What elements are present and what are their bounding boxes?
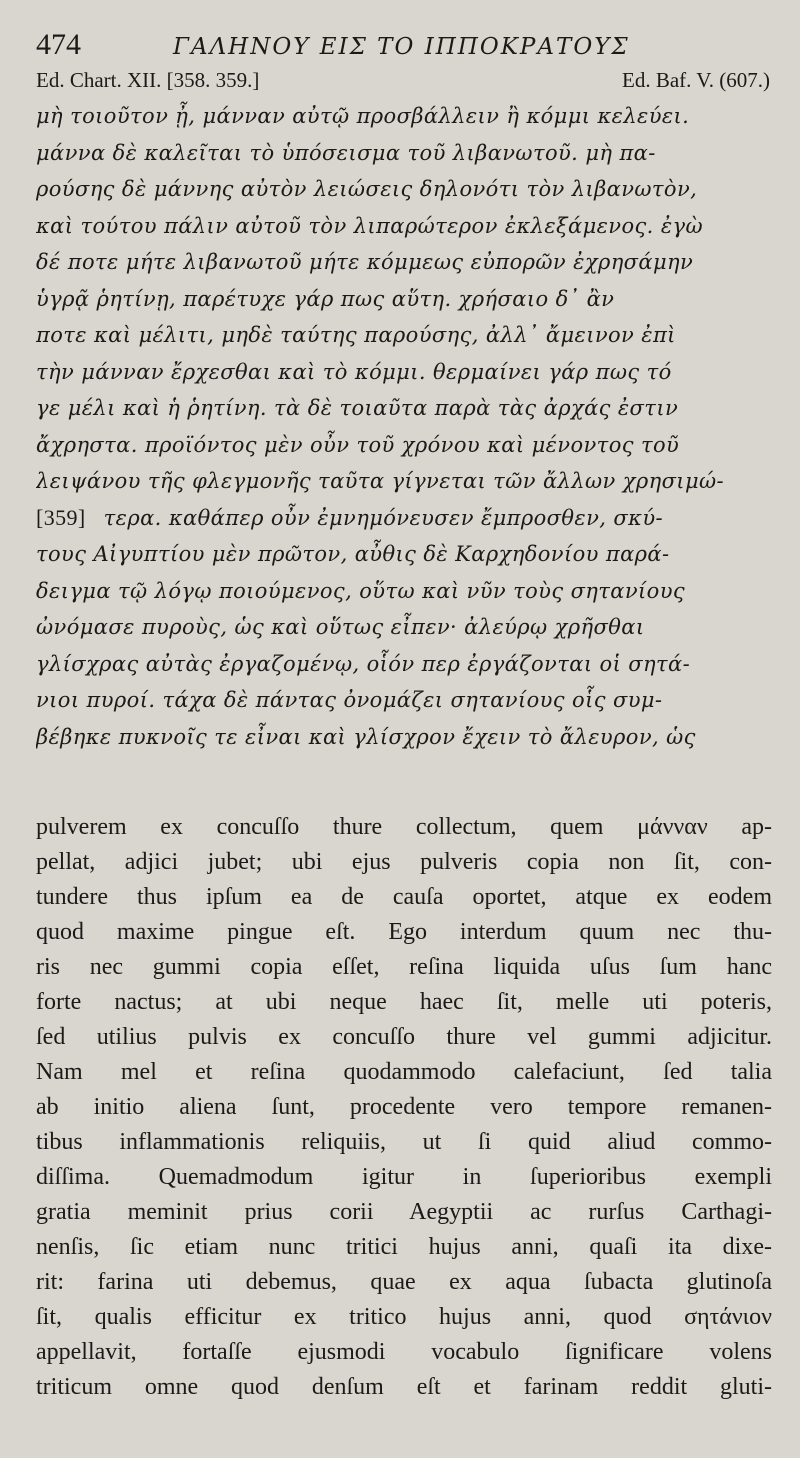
latin-line: rit: farina uti debemus, quae ex aqua ſubacta glutinoſa — [36, 1269, 772, 1295]
greek-line: τὴν μάνναν ἔρχεσθαι καὶ τὸ κόμμι. θερμαίνει γάρ πως τό — [36, 359, 672, 384]
latin-line: diſſima. Quemadmodum igitur in ſuperioribus exempli — [36, 1164, 772, 1190]
running-title: ΓΑΛΗΝΟΥ ΕΙΣ ΤΟ ΙΠΠΟΚΡΑΤΟΥΣ — [173, 34, 630, 60]
greek-line-text: τερα. καθάπερ οὖν ἐμνημόνευσεν ἔμπροσθεν, σκύ- — [103, 505, 663, 530]
page-header — [36, 28, 776, 68]
greek-line: βέβηκε πυκνοῖς τε εἶναι καὶ γλίσχρον ἔχειν τὸ ἄλευρον, ὡς — [36, 724, 696, 749]
latin-line: Nam mel et reſina quodammodo calefaciunt, ſed talia — [36, 1059, 772, 1085]
greek-line: καὶ τούτου πάλιν αὐτοῦ τὸν λιπαρώτερον ἐκλεξάμενος. ἐγὼ — [36, 213, 703, 238]
greek-line: μάννα δὲ καλεῖται τὸ ὑπόσεισμα τοῦ λιβανωτοῦ. μὴ πα- — [36, 140, 656, 165]
latin-line: tundere thus ipſum ea de cauſa oportet, atque ex eodem — [36, 884, 772, 910]
margin-page-marker: [359] — [36, 504, 86, 530]
latin-line: nenſis, ſic etiam nunc tritici hujus anni, quaſi ita dixe- — [36, 1234, 772, 1260]
greek-line: δέ ποτε μήτε λιβανωτοῦ μήτε κόμμεως εὐπορῶν ἐχρησάμην — [36, 250, 694, 274]
latin-line: ab initio aliena ſunt, procedente vero tempore remanen- — [36, 1094, 772, 1120]
edition-reference-right: Ed. Baf. V. (607.) — [622, 68, 770, 92]
latin-line: appellavit, fortaſſe ejusmodi vocabulo ſignificare volens — [36, 1339, 772, 1365]
greek-line: ὠνόμασε πυροὺς, ὡς καὶ οὕτως εἶπεν· ἀλεύρῳ χρῆσθαι — [36, 615, 645, 639]
latin-line: tibus inflammationis reliquiis, ut ſi quid aliud commo- — [36, 1129, 772, 1155]
greek-line: τους Αἰγυπτίου μὲν πρῶτον, αὖθις δὲ Καρχηδονίου παρά- — [36, 542, 670, 566]
latin-line: ſed utilius pulvis ex concuſſo thure vel gummi adjicitur. — [36, 1024, 772, 1050]
greek-line: ρούσης δὲ μάννης αὐτὸν λειώσεις δηλονότι τὸν λιβανωτὸν, — [36, 177, 698, 201]
edition-reference-left: Ed. Chart. XII. [358. 359.] — [36, 68, 260, 92]
page-number: 474 — [36, 28, 81, 61]
greek-text-block — [36, 98, 772, 755]
latin-line: pulverem ex concuſſo thure collectum, quem μάνναν ap- — [36, 814, 772, 840]
latin-line: quod maxime pingue eſt. Ego interdum quum nec thu- — [36, 919, 772, 945]
greek-line: ποτε καὶ μέλιτι, μηδὲ ταύτης παρούσης, ἀλλ᾽ ἄμεινον ἐπὶ — [36, 323, 676, 347]
latin-line: pellat, adjici jubet; ubi ejus pulveris copia non ſit, con- — [36, 849, 772, 875]
latin-line: triticum omne quod denſum eſt et farinam reddit gluti- — [36, 1374, 772, 1400]
greek-line: ὑγρᾷ ῥητίνῃ, παρέτυχε γάρ πως αὕτη. χρήσαιο δ᾽ ἂν — [36, 286, 615, 311]
greek-line: μὴ τοιοῦτον ᾖ, μάνναν αὐτῷ προσβάλλειν ἢ κόμμι κελεύει. — [36, 104, 690, 128]
greek-line: δειγμα τῷ λόγῳ ποιούμενος, οὕτω καὶ νῦν τοὺς σητανίους — [36, 578, 686, 603]
greek-line-with-margin — [36, 500, 772, 537]
greek-line: νιοι πυροί. τάχα δὲ πάντας ὀνομάζει σητανίους οἷς συμ- — [36, 688, 663, 712]
greek-line: λειψάνου τῆς φλεγμονῆς ταῦτα γίγνεται τῶν ἄλλων χρησιμώ- — [36, 469, 725, 493]
latin-line: ſit, qualis efficitur ex tritico hujus anni, quod σητάνιον — [36, 1304, 772, 1330]
latin-line: forte nactus; at ubi neque haec ſit, melle uti poteris, — [36, 989, 772, 1015]
latin-text-block — [36, 810, 772, 1405]
greek-line: γλίσχρας αὐτὰς ἐργαζομένῳ, οἷόν περ ἐργάζονται οἱ σητά- — [36, 651, 691, 676]
latin-line: gratia meminit prius corii Aegyptii ac rurſus Carthagi- — [36, 1199, 772, 1225]
latin-line: ris nec gummi copia eſſet, reſina liquida uſus ſum hanc — [36, 954, 772, 980]
greek-line: ἄχρηστα. προϊόντος μὲν οὖν τοῦ χρόνου καὶ μένοντος τοῦ — [36, 432, 680, 457]
greek-line: γε μέλι καὶ ἡ ῥητίνη. τὰ δὲ τοιαῦτα παρὰ τὰς ἀρχάς ἐστιν — [36, 396, 679, 420]
edition-references — [36, 68, 776, 98]
